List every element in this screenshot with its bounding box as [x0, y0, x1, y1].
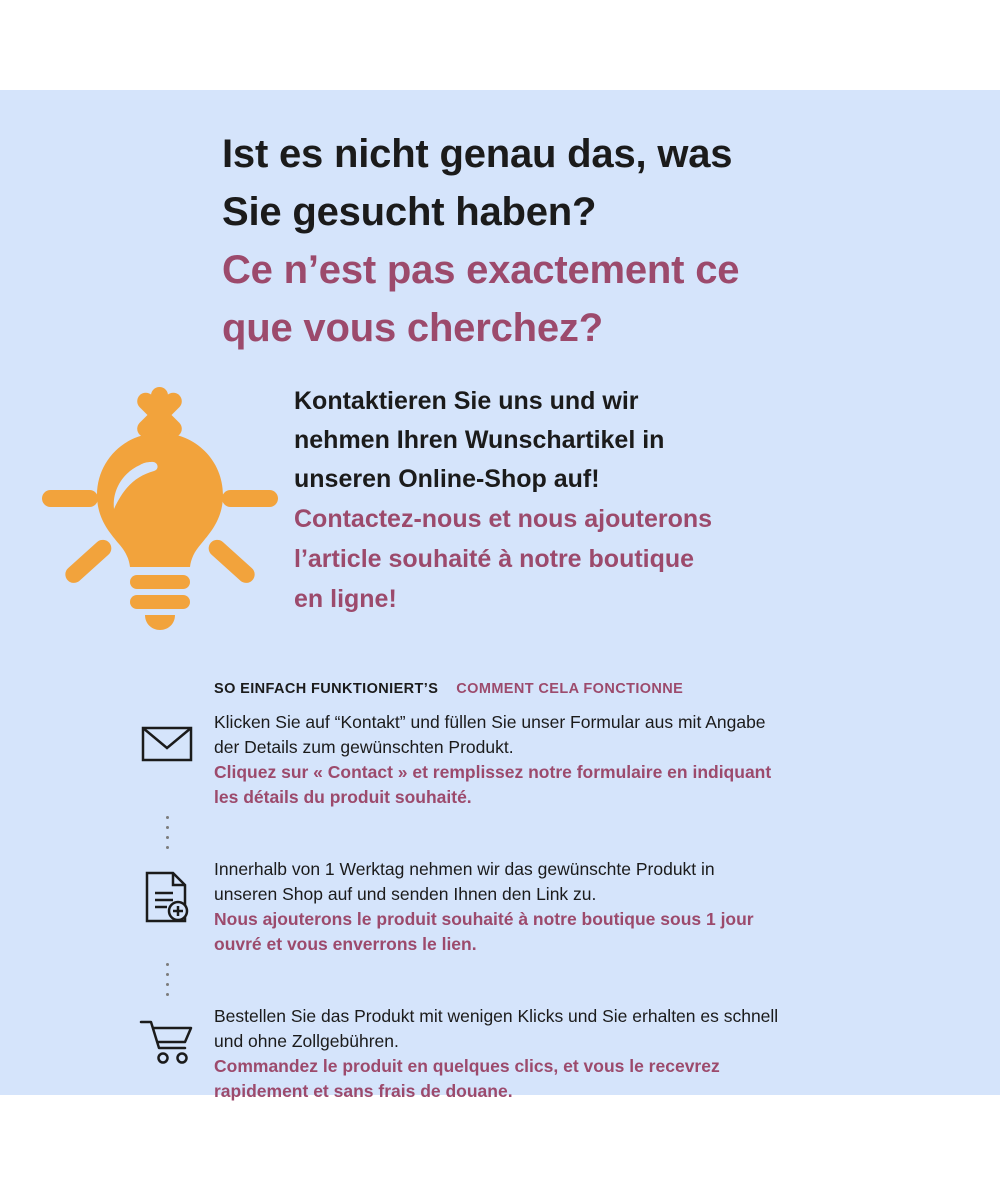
subtext-de-line1: Kontaktieren Sie uns und wir: [294, 387, 639, 415]
connector-dot: [166, 836, 169, 839]
shopping-cart-icon: [120, 1002, 214, 1064]
step-item: [120, 1002, 940, 1104]
step-text: [214, 1002, 940, 1104]
headline-fr-line1: Ce n’est pas exactement ce: [222, 248, 740, 292]
subtext-block: [294, 382, 934, 619]
headline-fr-line2: que vous cherchez?: [222, 306, 603, 350]
step-item: [120, 708, 940, 810]
headline-de-line1: Ist es nicht genau das, was: [222, 132, 733, 176]
connector-dot: [166, 826, 169, 829]
step-2-de-line1: Innerhalb von 1 Werktag nehmen wir das gewünschte Produkt in: [214, 859, 715, 879]
subtext-de-line3: unseren Online-Shop auf!: [294, 465, 600, 493]
headline-de-line2: Sie gesucht haben?: [222, 190, 597, 234]
headline-block: [222, 125, 942, 357]
step-1-fr-line1: Cliquez sur « Contact » et remplissez notre formulaire en indiquant: [214, 762, 772, 782]
subtext-fr-line2: l’article souhaité à notre boutique: [294, 545, 695, 573]
document-add-icon: [120, 855, 214, 923]
connector-dot: [166, 846, 169, 849]
step-1-de-line1: Klicken Sie auf “Kontakt” und füllen Sie unser Formular aus mit Angabe: [214, 712, 766, 732]
step-2-de-line2: unseren Shop auf und senden Ihnen den Link zu.: [214, 884, 597, 904]
connector-dot: [166, 983, 169, 986]
step-1-fr-line2: les détails du produit souhaité.: [214, 787, 472, 807]
subtext-de-line2: nehmen Ihren Wunschartikel in: [294, 426, 665, 454]
step-text: [214, 855, 940, 957]
lightbulb-icon: [40, 385, 280, 630]
connector-dot: [166, 973, 169, 976]
step-2-fr-line2: ouvré et vous enverrons le lien.: [214, 934, 477, 954]
connector-dot: [166, 816, 169, 819]
steps-list: [120, 708, 940, 1104]
subtext-fr-line3: en ligne!: [294, 585, 397, 613]
how-it-works-fr-label: COMMENT CELA FONCTIONNE: [456, 681, 684, 697]
subtext-fr-line1: Contactez-nous et nous ajouterons: [294, 505, 713, 533]
step-3-fr-line1: Commandez le produit en quelques clics, et vous le recevrez: [214, 1056, 720, 1076]
step-text: [214, 708, 940, 810]
connector-dot: [166, 993, 169, 996]
dotted-connector-2: [120, 957, 214, 1002]
step-connector: [120, 957, 940, 1002]
step-1-de-line2: der Details zum gewünschten Produkt.: [214, 737, 514, 757]
how-it-works-de-label: SO EINFACH FUNKTIONIERT’S: [214, 681, 439, 697]
connector-dot: [166, 963, 169, 966]
step-3-fr-line2: rapidement et sans frais de douane.: [214, 1081, 513, 1101]
envelope-icon: [120, 708, 214, 764]
step-3-de-line1: Bestellen Sie das Produkt mit wenigen Klicks und Sie erhalten es schnell: [214, 1006, 779, 1026]
how-it-works-header: [214, 681, 683, 697]
step-2-fr-line1: Nous ajouterons le produit souhaité à notre boutique sous 1 jour: [214, 909, 754, 929]
dotted-connector-1: [120, 810, 214, 855]
step-3-de-line2: und ohne Zollgebühren.: [214, 1031, 399, 1051]
step-connector: [120, 810, 940, 855]
step-item: [120, 855, 940, 957]
